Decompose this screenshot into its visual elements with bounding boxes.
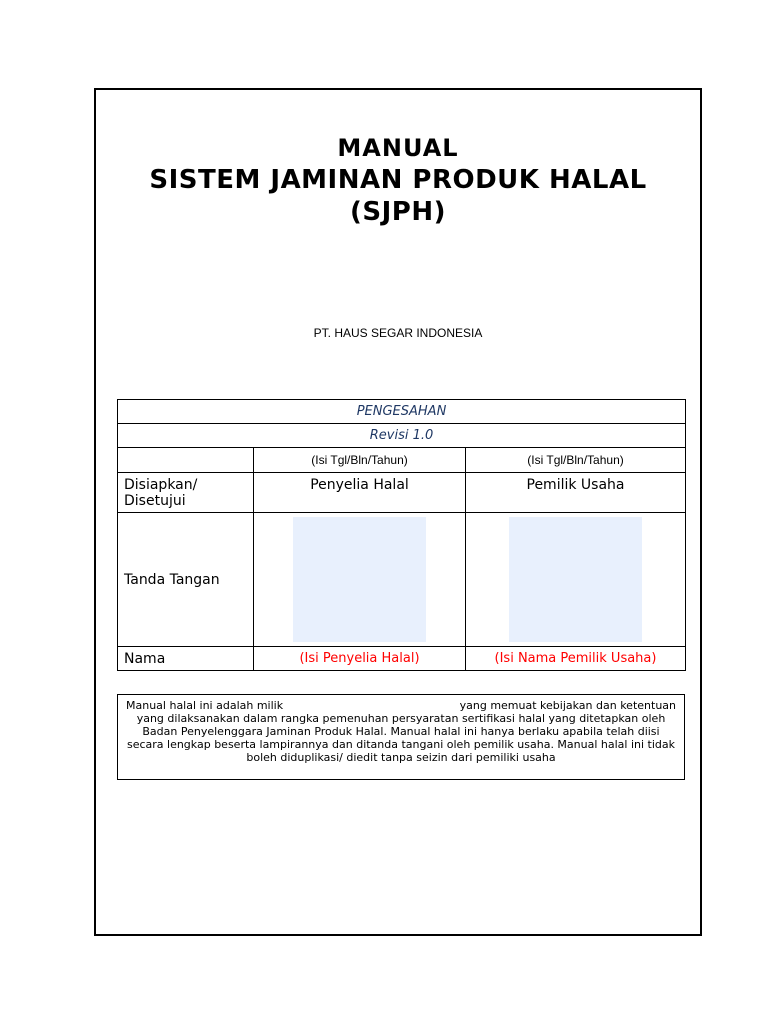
date-field-owner[interactable]: (Isi Tgl/Bln/Tahun) — [466, 448, 686, 473]
signature-cell-supervisor — [254, 513, 466, 647]
approval-header: PENGESAHAN — [118, 400, 686, 424]
signature-box-owner[interactable] — [509, 517, 642, 642]
ownership-notice — [117, 694, 685, 780]
prepared-approved-label: Disiapkan/ Disetujui — [118, 473, 254, 513]
document-title — [94, 132, 702, 228]
approval-table — [117, 399, 686, 671]
name-field-supervisor[interactable]: (Isi Penyelia Halal) — [254, 647, 466, 671]
signature-cell-owner — [466, 513, 686, 647]
notice-first-line — [124, 699, 678, 712]
notice-body: yang dilaksanakan dalam rangka pemenuhan persyaratan sertifikasi halal yang ditetapkan oleh Badan Penyelenggara Jaminan Produk Halal. Manual halal ini hanya berlaku apabila telah diisi secara lengkap beserta lampirannya dan ditanda tangani oleh pemilik usaha. Manual halal ini tidak boleh diduplikasi/ diedit tanpa seizin dari pemiliki usaha — [126, 712, 676, 764]
date-field-supervisor[interactable]: (Isi Tgl/Bln/Tahun) — [254, 448, 466, 473]
title-line-abbrev: (SJPH) — [350, 197, 446, 227]
title-line-manual: MANUAL — [337, 134, 459, 162]
notice-part1: Manual halal ini adalah milik — [126, 699, 284, 712]
company-name: PT. HAUS SEGAR INDONESIA — [313, 326, 483, 340]
title-line-system: SISTEM JAMINAN PRODUK HALAL — [149, 165, 647, 195]
role-business-owner: Pemilik Usaha — [466, 473, 686, 513]
revision-label: Revisi 1.0 — [118, 424, 686, 448]
notice-part2: yang memuat kebijakan dan ketentuan — [459, 699, 676, 712]
name-label: Nama — [118, 647, 254, 671]
name-field-owner[interactable]: (Isi Nama Pemilik Usaha) — [466, 647, 686, 671]
signature-label: Tanda Tangan — [118, 513, 254, 647]
role-halal-supervisor: Penyelia Halal — [254, 473, 466, 513]
empty-cell — [118, 448, 254, 473]
signature-box-supervisor[interactable] — [293, 517, 426, 642]
